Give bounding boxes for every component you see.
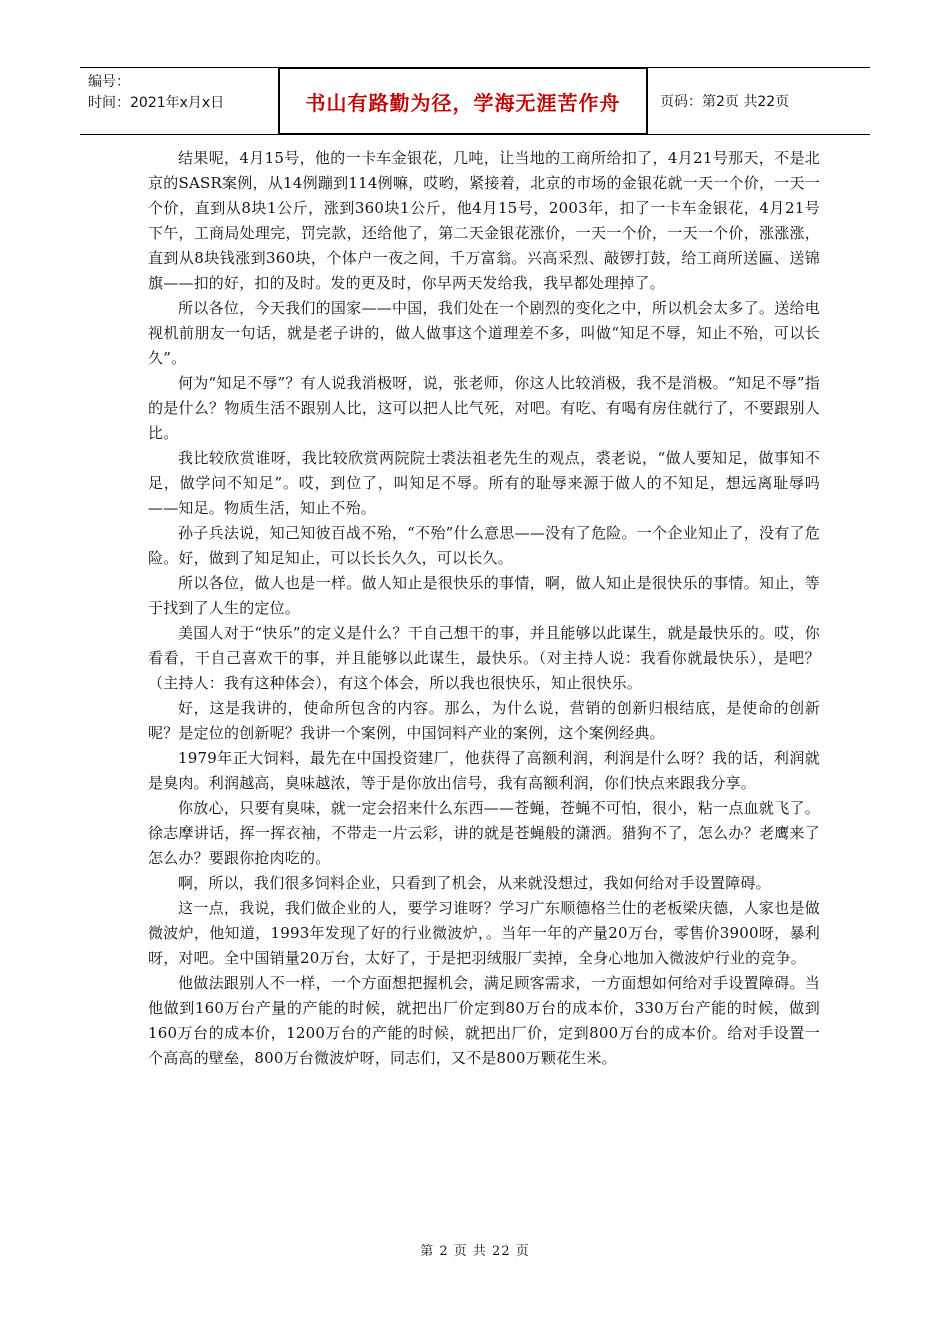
body-paragraph: 你放心，只要有臭味，就一定会招来什么东西——苍蝇，苍蝇不可怕，很小，粘一点血就飞了。徐志摩讲话，挥一挥衣袖，不带走一片云彩，讲的就是苍蝇般的潇洒。猎狗不了，怎么办？老鹰来了怎么办？要跟你抢肉吃的。 (148, 799, 820, 867)
body-paragraph: 所以各位，今天我们的国家——中国，我们处在一个剧烈的变化之中，所以机会太多了。送给电视机前朋友一句话，就是老子讲的，做人做事这个道理差不多，叫做“知足不辱，知止不殆，可以长久”。 (148, 299, 820, 367)
body-paragraph: 这一点，我说，我们做企业的人，要学习谁呀？学习广东顺德格兰仕的老板梁庆德，人家也是做微波炉，他知道，1993年发现了好的行业微波炉，。当年一年的产量20万台，零售价3900呀，暴利呀，对吧。全中国销量20万台，太好了，于是把羽绒服厂卖掉，全身心地加入微波炉行业的竞争。 (148, 899, 820, 967)
header-meta (80, 67, 278, 135)
body-paragraph: 好，这是我讲的，使命所包含的内容。那么，为什么说，营销的创新归根结底，是使命的创新呢？是定位的创新呢？我讲一个案例，中国饲料产业的案例，这个案例经典。 (148, 699, 820, 742)
page-header (80, 67, 870, 135)
body-paragraph: 我比较欣赏谁呀，我比较欣赏两院院士裘法祖老先生的观点，裘老说，“做人要知足，做事知不足，做学问不知足”。哎，到位了，叫知足不辱。所有的耻辱来源于做人的不知足，想远离耻辱吗——知足。物质生活，知止不殆。 (148, 449, 820, 517)
body-paragraph: 他做法跟别人不一样，一个方面想把握机会，满足顾客需求，一方面想如何给对手设置障碍。当他做到160万台产量的产能的时候，就把出厂价定到80万台的成本价，330万台产能的时候，做到160万台的成本价，1200万台的产能的时候，就把出厂价，定到800万台的成本价。给对手设置一个高高的壁垒，800万台微波炉呀，同志们，又不是800万颗花生米。 (148, 974, 820, 1067)
header-motto: 书山有路勤为径，学海无涯苦作舟 (278, 67, 648, 135)
body-paragraph: 啊，所以，我们很多饲料企业，只看到了机会，从来就没想过，我如何给对手设置障碍。 (178, 874, 771, 892)
body-paragraph: 结果呢，4月15号，他的一卡车金银花，几吨，让当地的工商所给扣了，4月21号那天，不是北京的SASR案例，从14例蹦到114例嘛，哎哟，紧接着，北京的市场的金银花就一天一个价，一天一个价，直到从8块1公斤，涨到360块1公斤，他4月15号，2003年，扣了一卡车金银花，4月21号下午，工商局处理完，罚完款，还给他了，第二天金银花涨价，一天一个价，一天一个价，涨涨涨，直到从8块钱涨到360块，个体户一夜之间，千万富翁。兴高采烈、敲锣打鼓，给工商所送匾、送锦旗——扣的好，扣的及时。发的更及时，你早两天发给我，我早都处理掉了。 (148, 149, 820, 292)
document-body (148, 146, 820, 1071)
body-paragraph: 1979年正大饲料，最先在中国投资建厂，他获得了高额利润，利润是什么呀？我的话，利润就是臭肉。利润越高，臭味越浓，等于是你放出信号，我有高额利润，你们快点来跟我分享。 (148, 749, 820, 792)
header-page-info: 页码：第2页 共22页 (648, 67, 870, 135)
body-paragraph: 孙子兵法说，知己知彼百战不殆，“不殆”什么意思——没有了危险。一个企业知止了，没有了危险。好，做到了知足知止，可以长长久久，可以长久。 (148, 524, 820, 567)
document-number-label: 编号： (88, 74, 130, 90)
body-paragraph: 所以各位，做人也是一样。做人知止是很快乐的事情，啊，做人知止是很快乐的事情。知止，等于找到了人生的定位。 (148, 574, 820, 617)
page-footer: 第 2 页 共 22 页 (420, 1244, 530, 1259)
document-date-label: 时间：2021年x月x日 (88, 95, 225, 111)
body-paragraph: 美国人对于“快乐”的定义是什么？干自己想干的事，并且能够以此谋生，就是最快乐的。哎，你看看，干自己喜欢干的事，并且能够以此谋生，最快乐。（对主持人说：我看你就最快乐），是吧？（主持人：我有这种体会），有这个体会，所以我也很快乐，知止很快乐。 (148, 624, 820, 692)
body-paragraph: 何为“知足不辱”？有人说我消极呀，说，张老师，你这人比较消极，我不是消极。“知足不辱”指的是什么？物质生活不跟别人比，这可以把人比气死，对吧。有吃、有喝有房住就行了，不要跟别人比。 (148, 374, 820, 442)
